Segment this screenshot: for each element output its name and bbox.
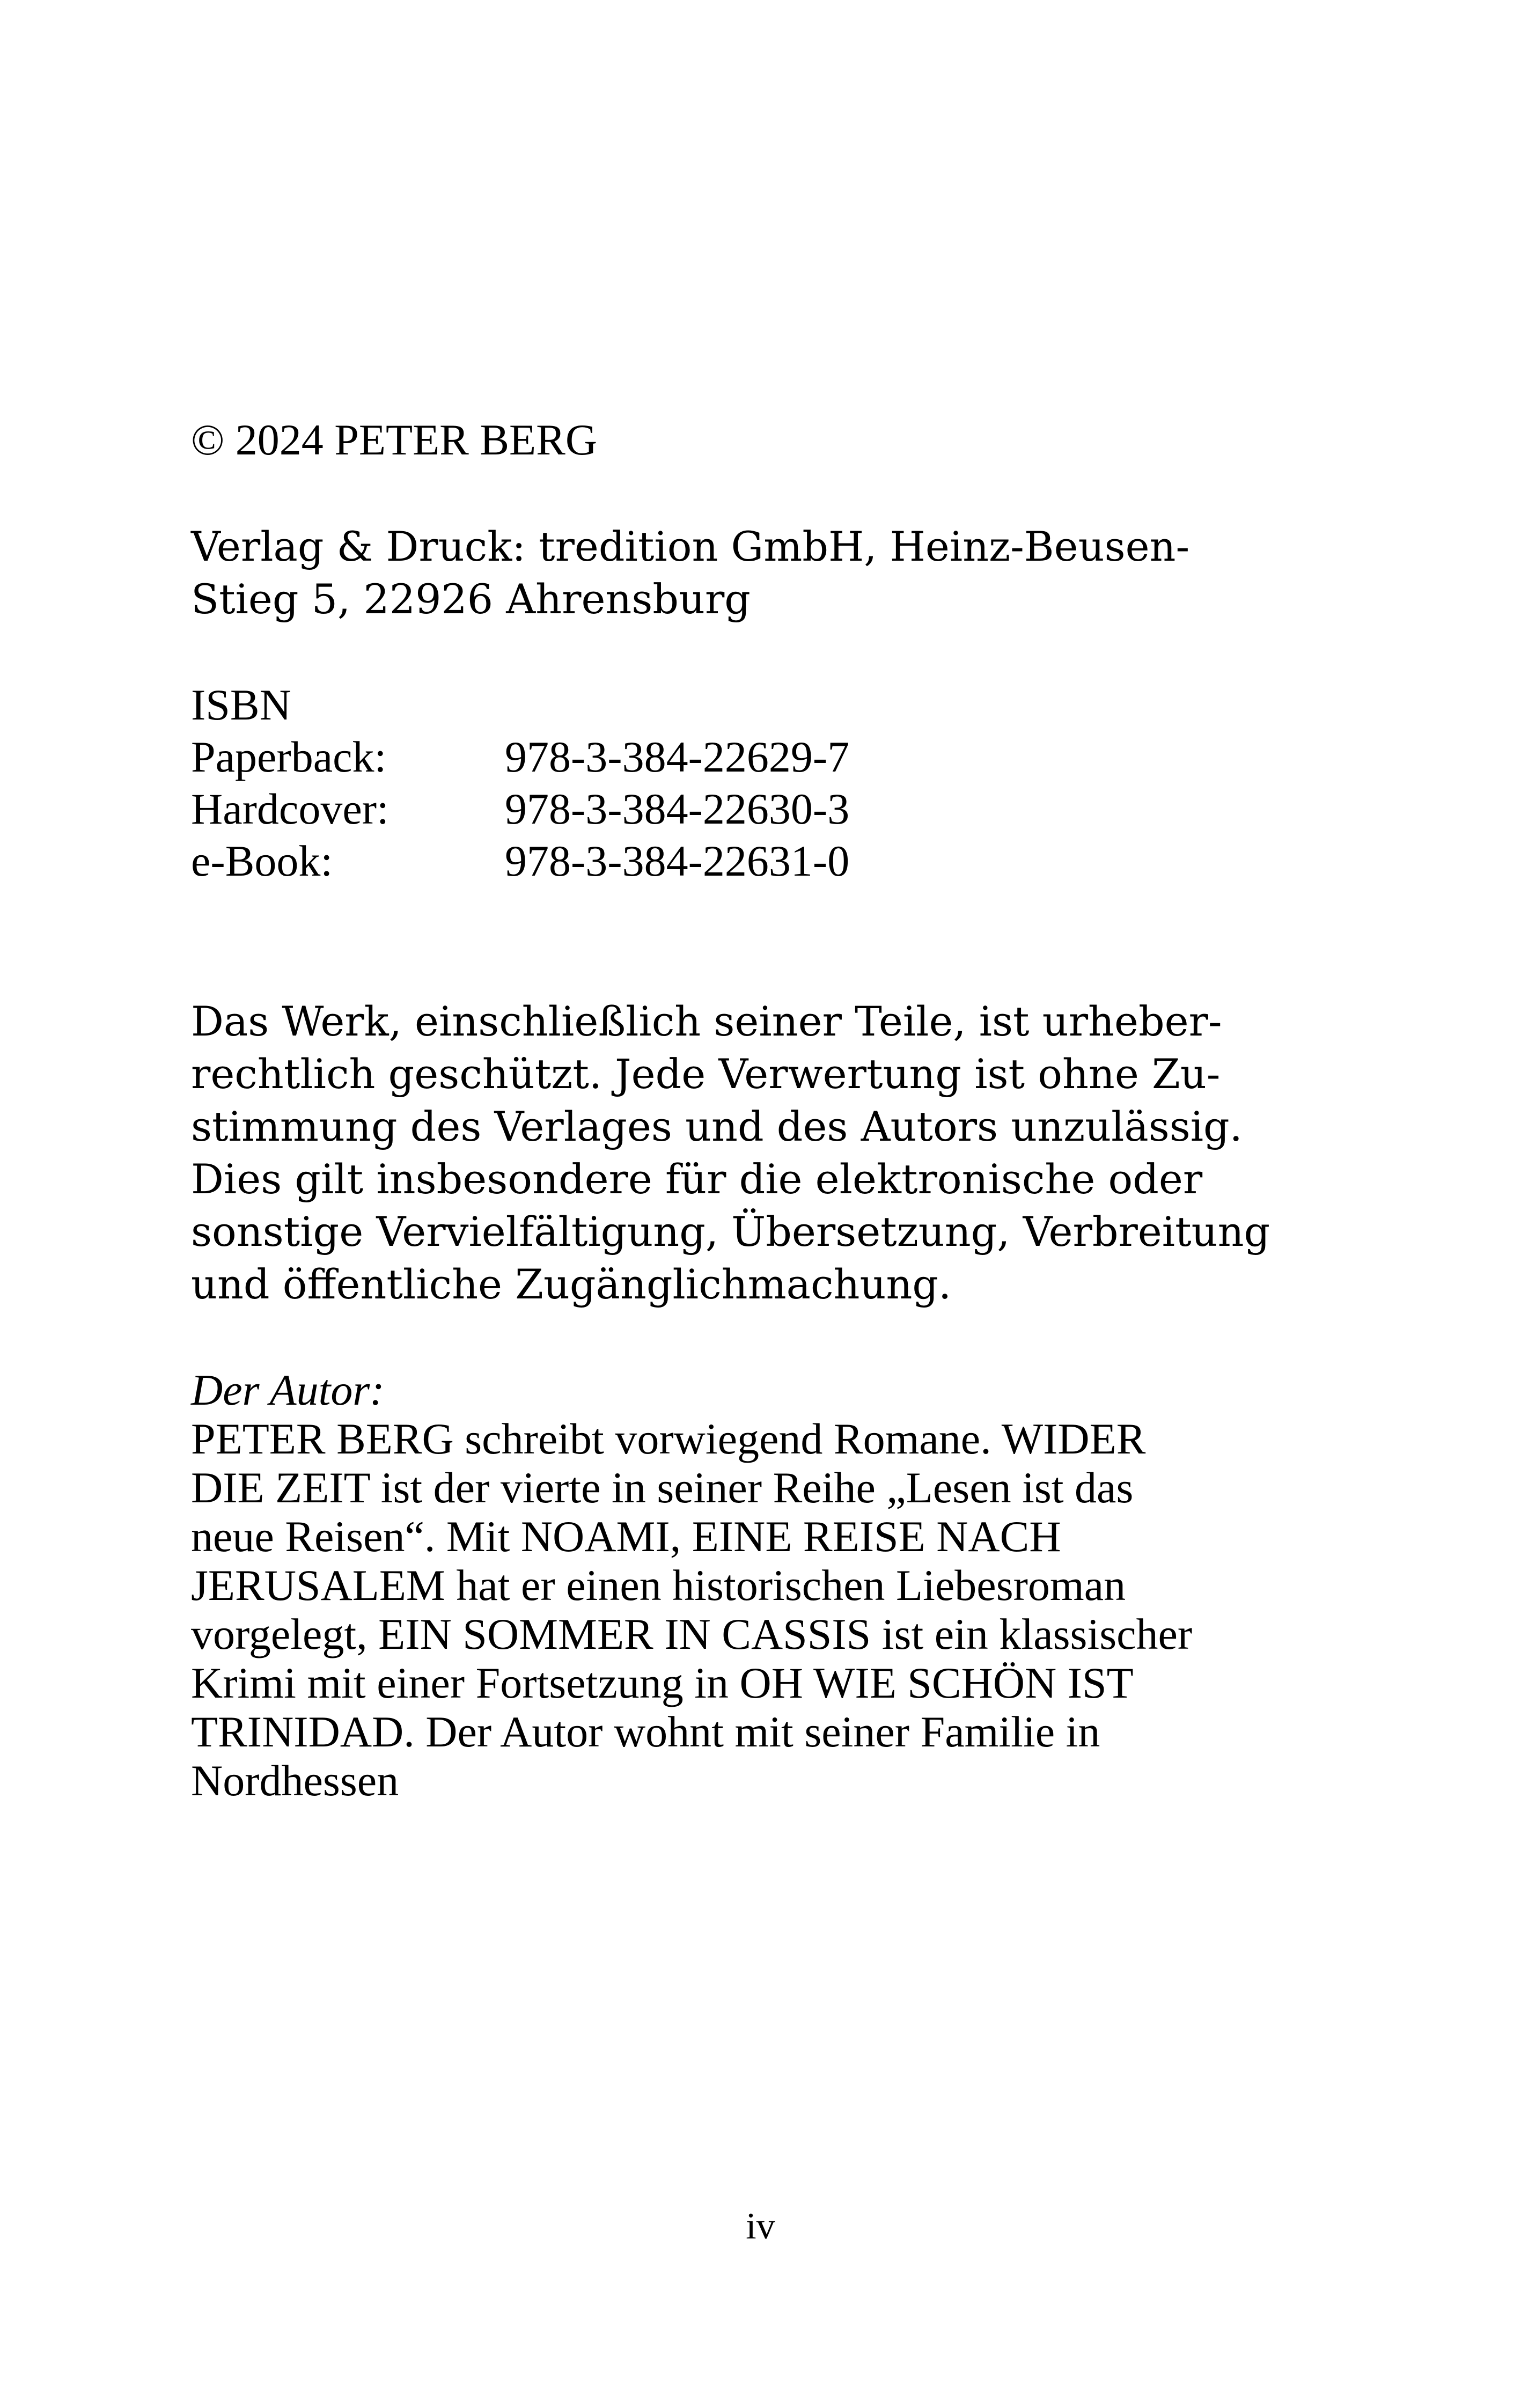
isbn-section (191, 679, 1264, 887)
isbn-label: Hardcover: (191, 784, 389, 833)
author-bio-line: Nordhessen (191, 1756, 399, 1805)
copyright-notice (191, 413, 1264, 467)
legal-line: stimmung des Verlages und des Autors unzulässig. (191, 1103, 1243, 1150)
isbn-value: 978-3-384-22630-3 (505, 784, 850, 833)
legal-line: Das Werk, einschließlich seiner Teile, ist urheber- (191, 997, 1222, 1045)
publisher-line: Stieg 5, 22926 Ahrensburg (191, 575, 751, 623)
legal-line: Dies gilt insbesondere für die elektronische oder (191, 1155, 1203, 1203)
isbn-value: 978-3-384-22631-0 (505, 836, 850, 885)
author-bio-line: JERUSALEM hat er einen historischen Liebesroman (191, 1561, 1126, 1610)
isbn-label: e-Book: (191, 836, 333, 885)
author-bio-line: TRINIDAD. Der Autor wohnt mit seiner Familie in (191, 1707, 1100, 1756)
isbn-row-hardcover (191, 783, 1264, 835)
author-bio-line: vorgelegt, EIN SOMMER IN CASSIS ist ein klassischer (191, 1610, 1193, 1658)
copyright-line: © 2024 PETER BERG (191, 415, 598, 464)
isbn-row-paperback (191, 731, 1264, 783)
isbn-heading: ISBN (191, 680, 291, 729)
author-bio-line: neue Reisen“. Mit NOAMI, EINE REISE NACH (191, 1512, 1061, 1561)
isbn-row-ebook (191, 835, 1264, 887)
page-number: iv (746, 2206, 775, 2247)
author-bio (191, 1365, 1264, 1805)
publisher-info (191, 520, 1264, 626)
isbn-value: 978-3-384-22629-7 (505, 732, 850, 781)
legal-line: und öffentliche Zugänglichmachung. (191, 1260, 952, 1308)
legal-line: rechtlich geschützt. Jede Verwertung ist ohne Zu- (191, 1050, 1221, 1098)
legal-notice (191, 995, 1270, 1311)
author-bio-line: Krimi mit einer Fortsetzung in OH WIE SCHÖN IST (191, 1658, 1134, 1707)
publisher-line: Verlag & Druck: tredition GmbH, Heinz-Beusen- (191, 523, 1190, 570)
author-bio-line: PETER BERG schreibt vorwiegend Romane. WIDER (191, 1414, 1146, 1463)
author-bio-line: DIE ZEIT ist der vierte in seiner Reihe „Lesen ist das (191, 1463, 1134, 1512)
author-heading: Der Autor: (191, 1365, 385, 1414)
legal-line: sonstige Vervielfältigung, Übersetzung, Verbreitung (191, 1208, 1270, 1256)
isbn-label: Paperback: (191, 732, 387, 781)
